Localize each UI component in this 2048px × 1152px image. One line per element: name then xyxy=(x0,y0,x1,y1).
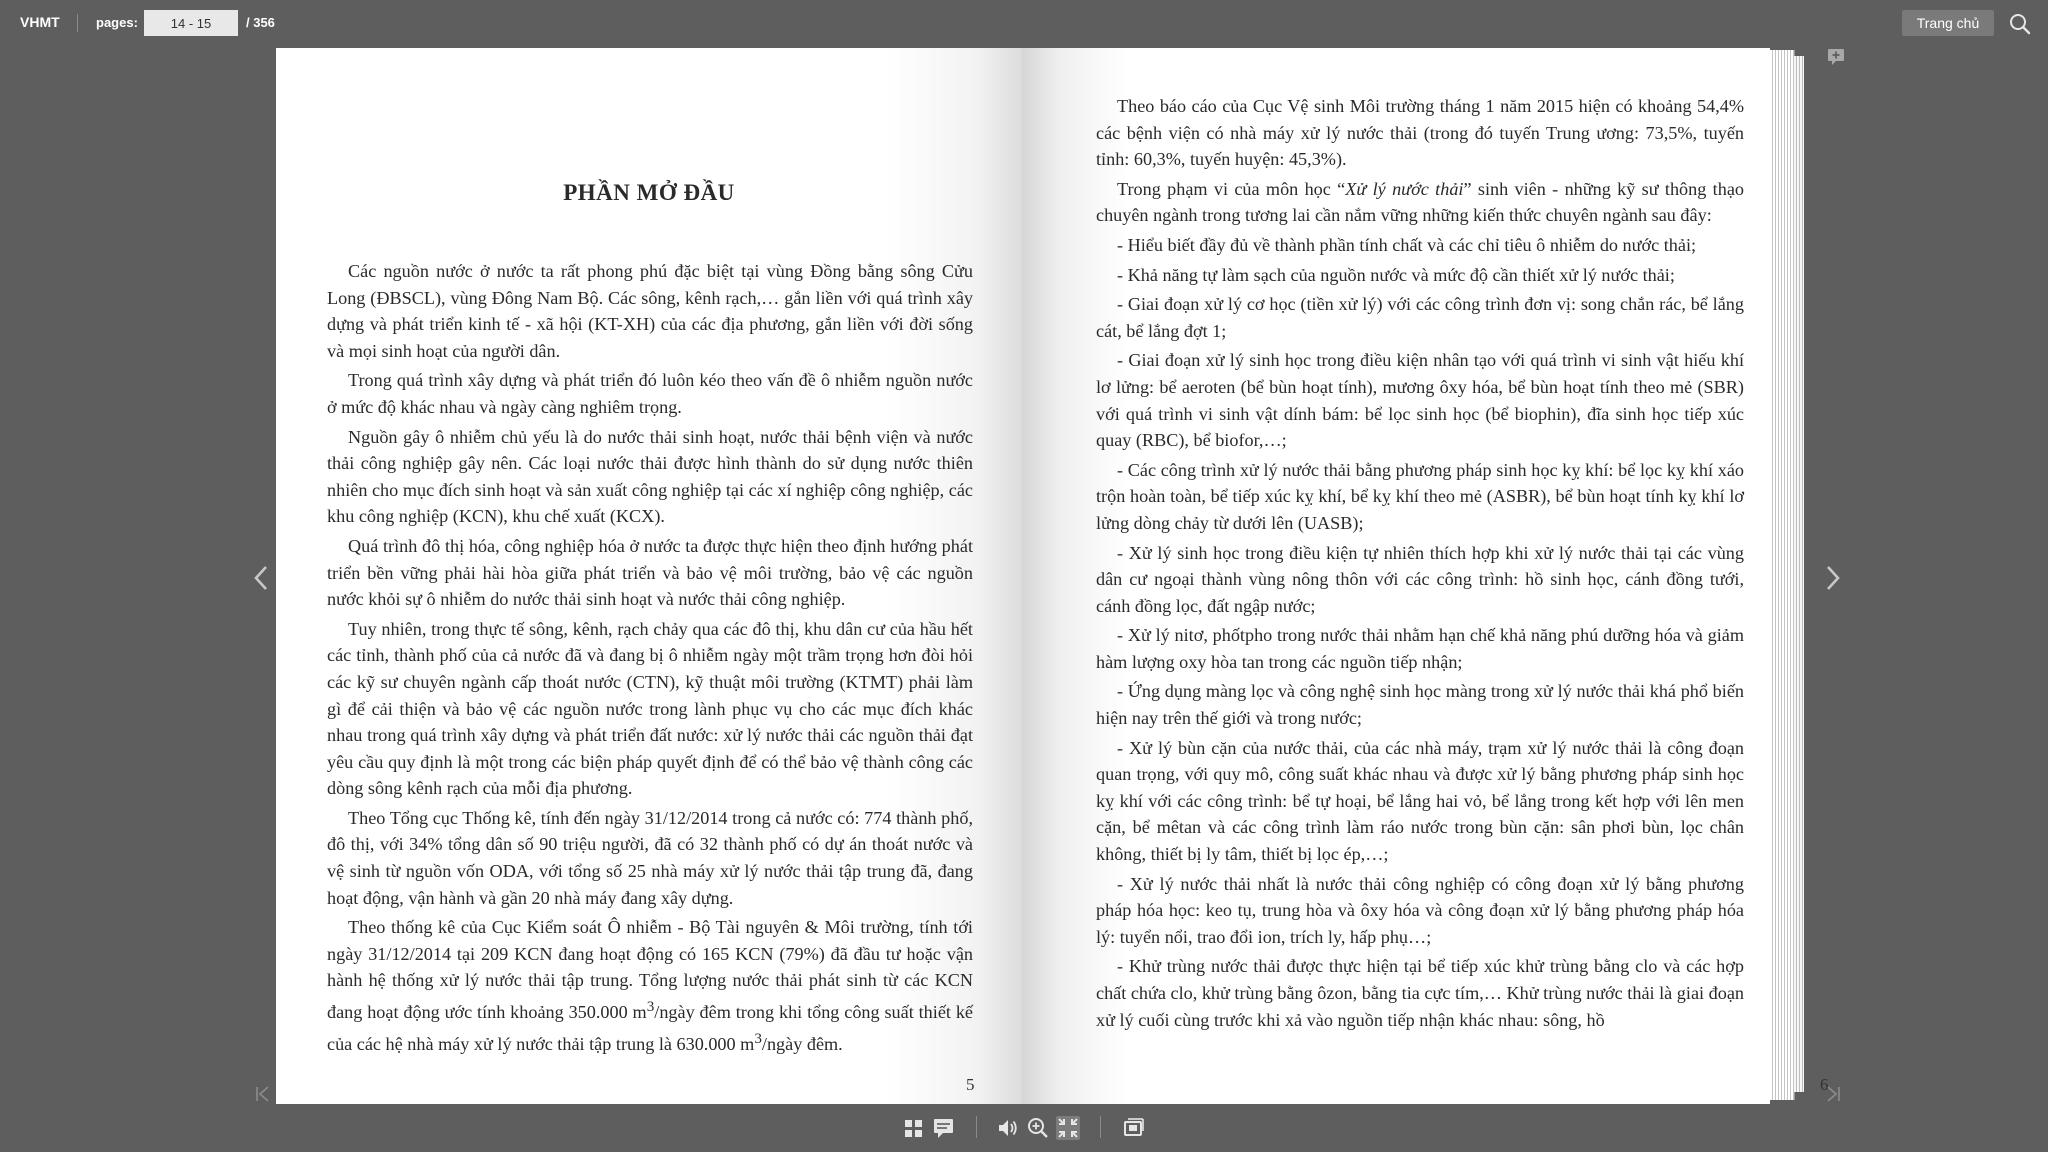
page-number-left: 5 xyxy=(966,1075,975,1094)
right-page-text xyxy=(1096,93,1744,1036)
list-item: - Các công trình xử lý nước thải bằng phương pháp sinh học kỵ khí: bể lọc kỵ khí xáo trộn hoàn toàn, bể tiếp xúc kỵ khí, bể kỵ khí theo mẻ (ASBR), bể bùn hoạt tính kỵ khí lơ lửng dòng chảy từ dưới lên (UASB); xyxy=(1096,459,1744,533)
list-item: - Khử trùng nước thải được thực hiện tại bể tiếp xúc khử trùng bằng clo và các hợp chất chứa clo, khử trùng bằng ôzon, bằng tia cực tím,… Khử trùng nước thải là giai đoạn xử lý cuối cùng trước khi xả vào nguồn tiếp nhận khác nhau: sông, hồ xyxy=(1096,956,1744,1030)
top-toolbar xyxy=(0,0,2048,46)
chevron-left-icon[interactable] xyxy=(250,562,272,594)
list-item: - Xử lý bùn cặn của nước thải, của các nhà máy, trạm xử lý nước thải là công đoạn quan trọng, với quy mô, công suất khác nhau và được xử lý bằng phương pháp sinh học kỵ khí với các công trình: bể tự hoại, bể lắng hai vỏ, bể lắng trong kết hợp với lên men cặn, bể mêtan và các công trình làm ráo nước trong bùn cặn: sân phơi bùn, lọc chân không, thiết bị ly tâm, thiết bị lọc ép,…; xyxy=(1096,737,1744,865)
search-icon[interactable] xyxy=(2008,12,2032,36)
paragraph: Quá trình đô thị hóa, công nghiệp hóa ở nước ta được thực hiện theo định hướng phát triển bền vững phải hài hòa giữa phát triển và bảo vệ môi trường, bảo vệ các nguồn nước khỏi sự ô nhiễm do nước thải sinh hoạt và nước thải công nghiệp. xyxy=(327,535,973,610)
list-item: - Xử lý nitơ, phốtpho trong nước thải nhằm hạn chế khả năng phú dưỡng hóa và giảm hàm lượng oxy hòa tan trong các nguồn tiếp nhận; xyxy=(1096,625,1744,672)
list-item: - Hiểu biết đầy đủ về thành phần tính chất và các chỉ tiêu ô nhiễm do nước thải; xyxy=(1117,234,1697,255)
last-page-icon[interactable] xyxy=(1824,1084,1842,1104)
page-stack-edge xyxy=(1770,50,1795,1100)
brand-logo[interactable]: VHMT xyxy=(20,14,60,30)
text-span: Trong phạm vi của môn học “ xyxy=(1117,178,1346,199)
page-number-right: 6 xyxy=(1820,1075,1829,1094)
paragraph: Theo báo cáo của Cục Vệ sinh Môi trường tháng 1 năm 2015 hiện có khoảng 54,4% các bệnh viện có nhà máy xử lý nước thải (trong đó tuyến Trung ương: 73,5%, tuyến tỉnh: 60,3%, tuyến huyện: 45,3%). xyxy=(1096,96,1744,170)
left-page[interactable] xyxy=(276,48,1022,1104)
text-span: /ngày đêm trong khi tổng công suất thiết kế của các hệ nhà máy xử lý nước thải tập trung là 630.000 m xyxy=(327,1002,973,1054)
exit-fullscreen-icon[interactable] xyxy=(1056,1116,1080,1140)
text-span: Theo thống kê của Cục Kiểm soát Ô nhiễm - Bộ Tài nguyên & Môi trường, tính tới ngày 31/12/2014 tại 209 KCN đang hoạt động có 165 KCN (79%) đã đầu tư hoặc vận hành hệ thống xử lý nước thải tập trung. Tổng lượng nước thải phát sinh từ các KCN đang hoạt động ước tính khoảng 350.000 m xyxy=(327,917,973,1023)
comment-icon[interactable] xyxy=(932,1116,956,1140)
page-number-input[interactable] xyxy=(144,10,238,36)
paragraph: Trong quá trình xây dựng và phát triển đó luôn kéo theo vấn đề ô nhiễm nguồn nước ở mức độ khác nhau và ngày càng nghiêm trọng. xyxy=(327,370,973,417)
toolbar-divider xyxy=(1100,1116,1101,1138)
list-item: - Xử lý nước thải nhất là nước thải công nghiệp có công đoạn xử lý bằng phương pháp hóa học: keo tụ, trung hòa và ôxy hóa và công đoạn xử lý bằng phương pháp hóa lý: tuyển nổi, trao đổi ion, trích ly, hấp phụ…; xyxy=(1096,873,1744,947)
list-item: - Giai đoạn xử lý cơ học (tiền xử lý) với các công trình đơn vị: song chắn rác, bể lắng cát, bể lắng đợt 1; xyxy=(1096,294,1744,341)
paragraph: Các nguồn nước ở nước ta rất phong phú đặc biệt tại vùng Đồng bằng sông Cửu Long (ĐBSCL), vùng Đông Nam Bộ. Các sông, kênh rạch,… gắn liền với quá trình xây dựng và phát triển kinh tế - xã hội (KT-XH) của các địa phương, gắn liền với đời sống và mọi sinh hoạt của người dân. xyxy=(327,261,973,361)
chapter-title: PHẦN MỞ ĐẦU xyxy=(563,180,735,205)
toolbar-divider xyxy=(77,14,78,32)
bottom-toolbar xyxy=(0,1108,2048,1152)
list-item: - Ứng dụng màng lọc và công nghệ sinh học màng trong xử lý nước thải khá phổ biến hiện nay trên thế giới và trong nước; xyxy=(1096,681,1744,729)
grid-icon[interactable] xyxy=(902,1116,926,1140)
right-page[interactable] xyxy=(1022,48,1829,1104)
total-pages: / 356 xyxy=(246,15,275,30)
left-page-text xyxy=(327,258,973,1060)
course-name: Xử lý nước thải xyxy=(1345,178,1464,199)
bookmark-icon[interactable] xyxy=(1827,48,1845,66)
speaker-icon[interactable] xyxy=(996,1116,1020,1140)
text-span: ” sinh viên - những kỹ sư thông thạo chuyên ngành trong tương lai cần nắm vững những kiến thức chuyên ngành sau đây: xyxy=(1096,178,1744,226)
superscript: 3 xyxy=(754,1029,762,1047)
paragraph: Theo Tổng cục Thống kê, tính đến ngày 31/12/2014 trong cả nước có: 774 thành phố, đô thị, với 34% tổng dân số 90 triệu người, đã có 32 thành phố có dự án thoát nước và vệ sinh từ nguồn vốn ODA, với tổng số 25 nhà máy xử lý nước thải tập trung đã, đang hoạt động, vận hành và gần 20 nhà máy đang xây dựng. xyxy=(327,807,973,908)
chevron-right-icon[interactable] xyxy=(1822,562,1844,594)
flipbook xyxy=(276,48,1829,1104)
list-item: - Xử lý sinh học trong điều kiện tự nhiên thích hợp khi xử lý nước thải tại các vùng dân cư ngoại thành vùng nông thôn với các công trình: hồ sinh học, cánh đồng tưới, cánh đồng lọc, đất ngập nước; xyxy=(1096,542,1744,616)
list-item: - Giai đoạn xử lý sinh học trong điều kiện nhân tạo với quá trình vi sinh vật hiếu khí lơ lửng: bể aeroten (bể bùn hoạt tính), mương ôxy hóa, bể bùn hoạt tính theo mẻ (SBR) với quá trình vi sinh vật dính bám: bể lọc sinh học (bể biophin), đĩa sinh học tiếp xúc quay (RBC), bể biofor,…; xyxy=(1096,350,1744,451)
text-span: /ngày đêm. xyxy=(761,1033,843,1054)
share-icon[interactable] xyxy=(1122,1116,1146,1140)
superscript: 3 xyxy=(646,998,655,1016)
paragraph: Nguồn gây ô nhiễm chủ yếu là do nước thải sinh hoạt, nước thải bệnh viện và nước thải công nghiệp gây nên. Các loại nước thải được hình thành do sử dụng nước thiên nhiên cho mục đích sinh hoạt và sản xuất công nghiệp tại các xí nghiệp công nghiệp, các khu công nghiệp (KCN), khu chế xuất (KCX). xyxy=(327,426,973,527)
paragraph xyxy=(327,914,973,1057)
home-button[interactable]: Trang chủ xyxy=(1902,10,1994,36)
page-stack-edge xyxy=(1794,56,1804,1092)
toolbar-divider xyxy=(976,1116,977,1138)
paragraph: Tuy nhiên, trong thực tế sông, kênh, rạch chảy qua các đô thị, khu dân cư của hầu hết các tỉnh, thành phố của cả nước đã và đang bị ô nhiễm ngày một trầm trọng hơn đòi hỏi các kỹ sư chuyên ngành cấp thoát nước (CTN), kỹ thuật môi trường (KTMT) phải làm gì để cải thiện và bảo vệ các nguồn nước trong lành phục vụ cho các mục đích khác nhau trong quá trình xây dựng và phát triển đất nước: xử lý nước thải các nguồn thải đạt yêu cầu quy định là một trong các biện pháp quyết định để có thể bảo vệ thành công các dòng sông kênh rạch của mỗi địa phương. xyxy=(327,618,973,799)
paragraph xyxy=(1096,176,1744,229)
zoom-in-icon[interactable] xyxy=(1026,1116,1050,1140)
list-item: - Khả năng tự làm sạch của nguồn nước và mức độ cần thiết xử lý nước thải; xyxy=(1117,264,1675,285)
pages-label: pages: xyxy=(96,15,138,30)
first-page-icon[interactable] xyxy=(254,1084,272,1104)
